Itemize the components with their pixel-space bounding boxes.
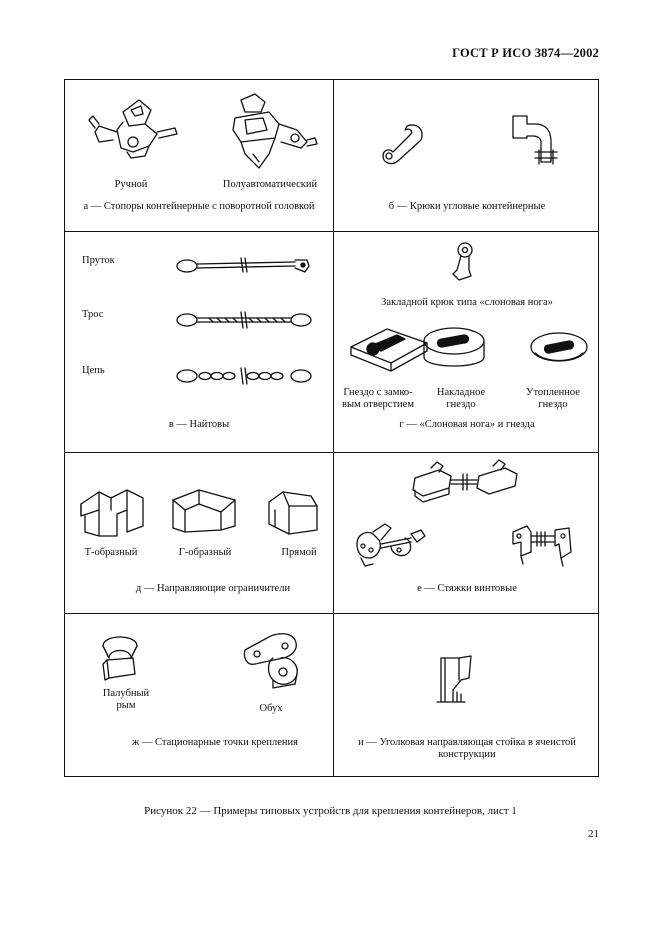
elephant-foot-hook-drawing: [445, 240, 485, 284]
straight-guide-drawing: [265, 486, 321, 538]
surface-socket-label-line1: Накладное: [436, 387, 486, 398]
grid-divider-row3: [65, 613, 598, 614]
page-number: 21: [588, 828, 599, 840]
panel-e-caption: е — Стяжки винтовые: [417, 583, 517, 594]
t-shaped-label: Т-образный: [84, 547, 138, 558]
lashing-wire-drawing: [175, 308, 315, 332]
document-header: ГОСТ Р ИСО 3874—2002: [452, 46, 599, 60]
flush-socket-label-line1: Утопленное: [526, 387, 580, 398]
corner-hook-drawing: [377, 120, 427, 170]
straight-label: Прямой: [281, 547, 317, 558]
padeye-label: Обух: [259, 703, 283, 714]
socket-lock-label-line1: Гнездо с замко-: [343, 387, 413, 398]
figure-caption: Рисунок 22 — Примеры типовых устройств для крепления контейнеров, лист 1: [144, 805, 517, 817]
l-shaped-label: Г-образный: [178, 547, 232, 558]
lashing-wire-label: Трос: [82, 309, 104, 320]
panel-v-caption: в — Найтовы: [168, 419, 230, 430]
panel-b-caption: б — Крюки угловые контейнерные: [388, 201, 546, 212]
manual-twistlock-drawing: [87, 92, 187, 162]
cell-guide-post-drawing: [433, 652, 483, 712]
panel-a-caption: а — Стопоры контейнерные с поворотной головкой: [83, 201, 315, 212]
panel-zh-caption: ж — Стационарные точки крепления: [132, 737, 298, 748]
lashing-chain-label: Цепь: [82, 365, 105, 376]
manual-twistlock-label: Ручной: [114, 179, 148, 190]
socket-lock-label-line2: вым отверстием: [342, 399, 414, 410]
semi-auto-twistlock-label: Полуавтоматический: [222, 179, 318, 190]
deck-ring-label-line2: рым: [116, 700, 136, 711]
corner-hook-bracket-drawing: [505, 112, 565, 172]
panel-d-caption: д — Направляющие ограничители: [135, 583, 291, 594]
surface-socket-label-line2: гнездо: [446, 399, 476, 410]
flush-socket-label-line2: гнездо: [538, 399, 568, 410]
deck-ring-drawing: [95, 630, 145, 686]
t-shaped-guide-drawing: [77, 480, 147, 540]
bridge-fitting-drawing: [409, 462, 529, 506]
surface-socket-drawing: [420, 325, 490, 381]
lashing-rod-drawing: [175, 254, 315, 278]
elephant-foot-title: Закладной крюк типа «слоновая нога»: [381, 297, 553, 308]
flush-socket-drawing: [525, 327, 595, 373]
panel-g-caption: г — «Слоновая нога» и гнезда: [399, 419, 535, 430]
lashing-chain-drawing: [175, 364, 315, 388]
screw-lashing-drawing: [507, 522, 577, 572]
figure-grid: [64, 79, 599, 777]
semi-automatic-twistlock-drawing: [215, 90, 325, 170]
l-shaped-guide-drawing: [169, 482, 239, 536]
grid-divider-vertical: [333, 80, 334, 776]
grid-divider-row1: [65, 231, 598, 232]
grid-divider-row2: [65, 452, 598, 453]
deck-ring-label-line1: Палубный: [102, 688, 150, 699]
padeye-drawing: [237, 628, 307, 694]
lashing-rod-label: Пруток: [82, 255, 115, 266]
panel-i-caption-line2: конструкции: [438, 749, 496, 760]
panel-i-caption-line1: и — Уголковая направляющая стойка в ячеистой: [358, 737, 576, 748]
turnbuckle-drawing: [351, 520, 441, 584]
